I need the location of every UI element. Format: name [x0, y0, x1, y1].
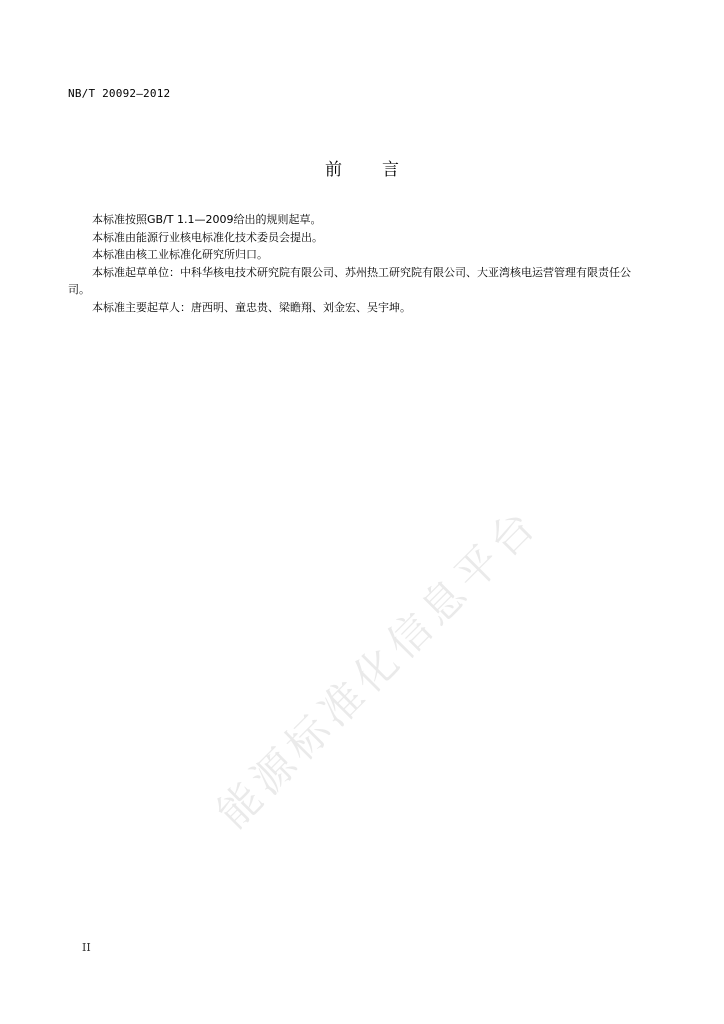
standard-code: NB/T 20092—2012: [68, 87, 171, 100]
title-part-1: 前: [325, 160, 342, 180]
watermark: 能源标准化信息平台: [207, 497, 548, 838]
paragraph-proposer: 本标准由能源行业核电标准化技术委员会提出。: [92, 230, 323, 244]
title-part-2: 言: [382, 160, 399, 180]
paragraph-administrator: 本标准由核工业标准化研究所归口。: [92, 248, 268, 261]
paragraph-drafters: 本标准主要起草人：唐西明、童忠贵、梁瞻翔、刘金宏、吴宇坤。: [92, 300, 411, 314]
page-title: [0, 155, 724, 180]
paragraph-drafting-units: 本标准起草单位：中科华核电技术研究院有限公司、苏州热工研究院有限公司、大亚湾核电运营管理有限责任公司。: [68, 265, 631, 296]
foreword-body: [68, 211, 648, 316]
page-number: II: [82, 941, 91, 954]
paragraph-drafting-rules: 本标准按照GB/T 1.1—2009给出的规则起草。: [92, 213, 322, 226]
